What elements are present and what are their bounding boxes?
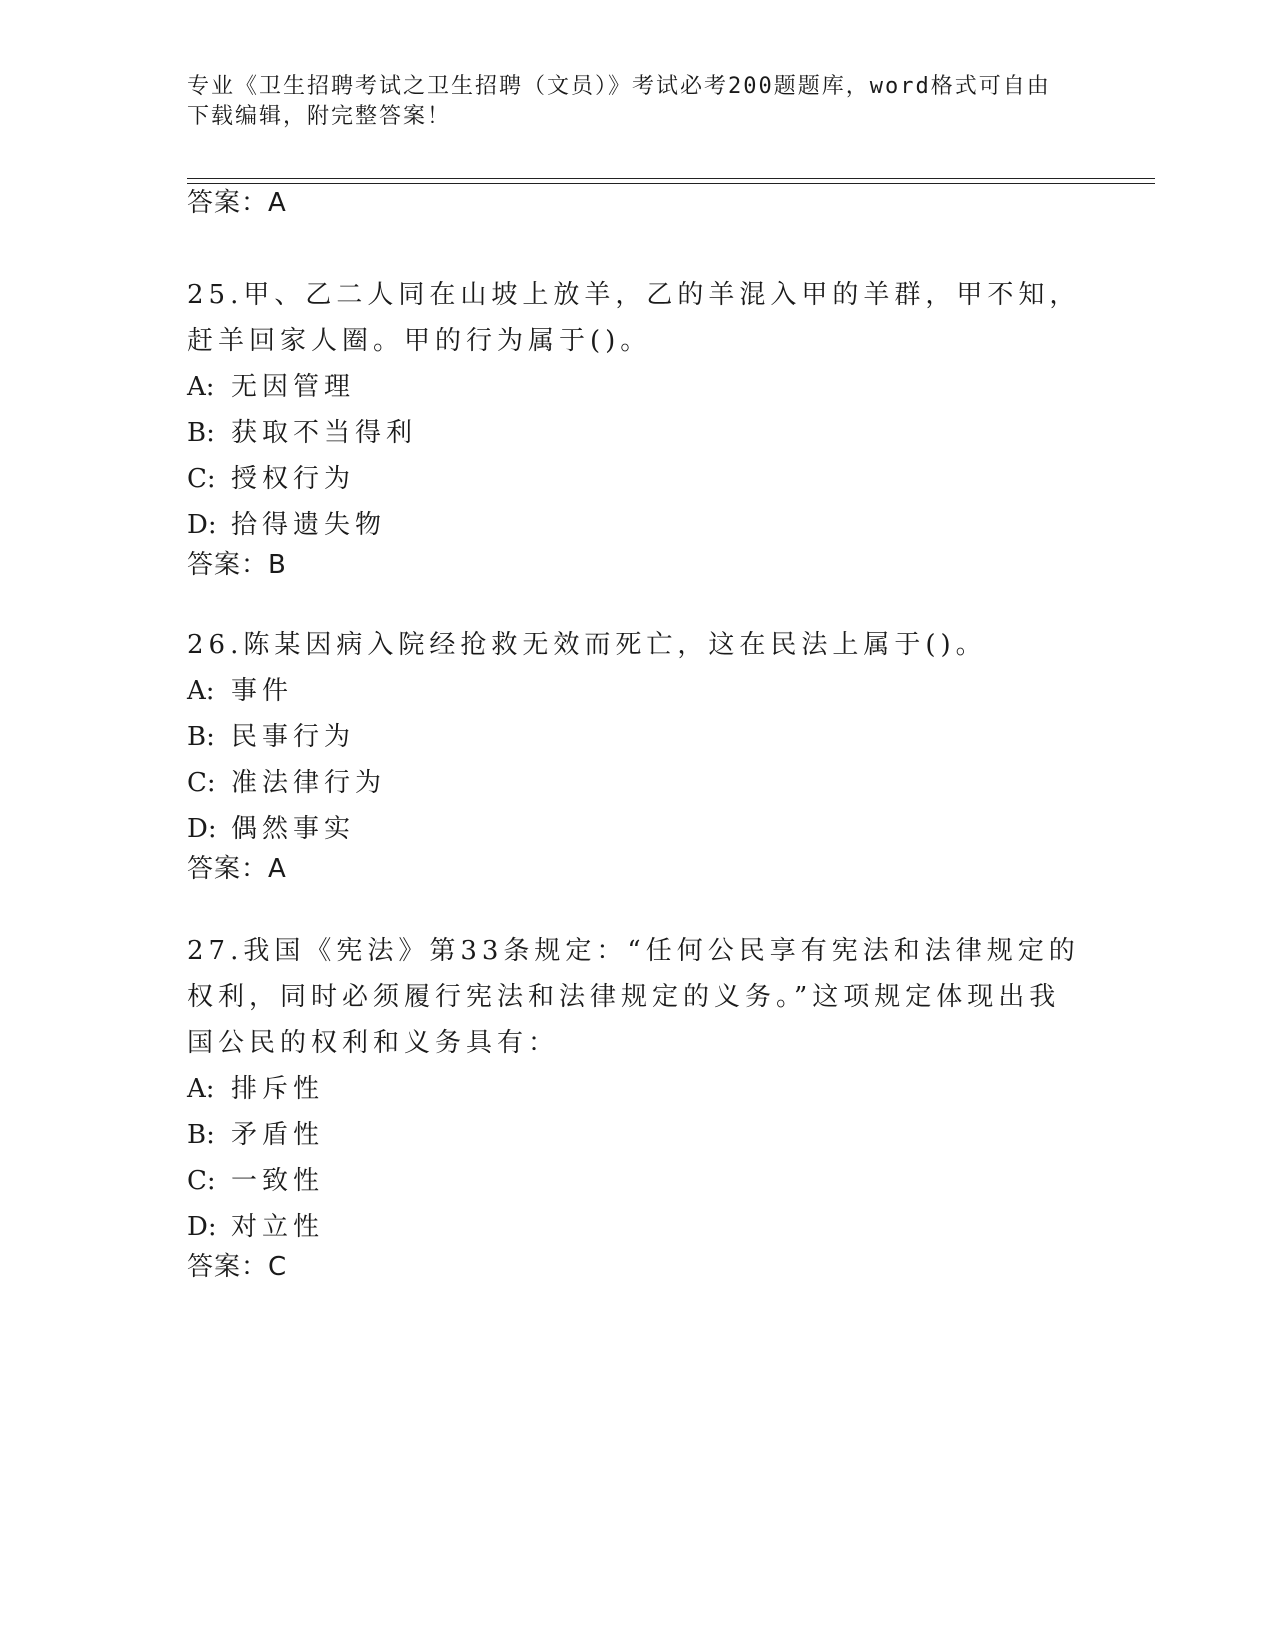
option-key: D: [187,510,217,540]
option-b [187,410,1087,456]
question-stem: 25.甲、乙二人同在山坡上放羊，乙的羊混入甲的羊群，甲不知，赶羊回家人圈。甲的行为属于()。 [187,280,1081,356]
option-text: 授权行为 [231,464,356,494]
option-text: 矛盾性 [231,1120,325,1150]
option-key: A: [187,372,215,402]
answer-line: 答案：B [187,550,287,580]
option-c [187,1158,1087,1204]
option-key: C: [187,464,216,494]
header-divider-bottom [187,183,1155,184]
option-text: 偶然事实 [231,814,356,844]
document-header: 专业《卫生招聘考试之卫生招聘（文员）》考试必考200题题库，word格式可自由下载编辑，附完整答案！ [187,74,1051,129]
option-key: D: [187,814,217,844]
option-d [187,502,1087,548]
option-d [187,806,1087,852]
option-key: A: [187,1074,215,1104]
option-text: 排斥性 [231,1074,325,1104]
option-key: B: [187,418,215,448]
option-b [187,1112,1087,1158]
option-key: D: [187,1212,217,1242]
option-c [187,456,1087,502]
option-key: A: [187,676,215,706]
option-text: 无因管理 [231,372,356,402]
option-text: 一致性 [231,1166,325,1196]
option-d [187,1204,1087,1250]
option-text: 民事行为 [231,722,356,752]
option-text: 获取不当得利 [231,418,418,448]
question-block [187,928,1087,1282]
option-text: 准法律行为 [231,768,387,798]
option-text: 事件 [231,676,294,706]
option-key: C: [187,768,216,798]
answer-line: 答案：C [187,1252,288,1282]
option-a [187,364,1087,410]
question-stem: 27.我国《宪法》第33条规定：“任何公民享有宪法和法律规定的权利，同时必须履行宪法和法律规定的义务。”这项规定体现出我国公民的权利和义务具有： [187,936,1080,1058]
option-key: B: [187,1120,215,1150]
answer-line: 答案：A [187,188,287,218]
question-block [187,622,1087,884]
option-a [187,1066,1087,1112]
question-stem: 26.陈某因病入院经抢救无效而死亡，这在民法上属于()。 [187,630,987,660]
option-b [187,714,1087,760]
option-key: C: [187,1166,216,1196]
option-key: B: [187,722,215,752]
header-divider-top [187,178,1155,179]
answer-line: 答案：A [187,854,287,884]
option-c [187,760,1087,806]
option-text: 拾得遗失物 [231,510,387,540]
option-text: 对立性 [231,1212,325,1242]
question-block [187,272,1087,580]
option-a [187,668,1087,714]
